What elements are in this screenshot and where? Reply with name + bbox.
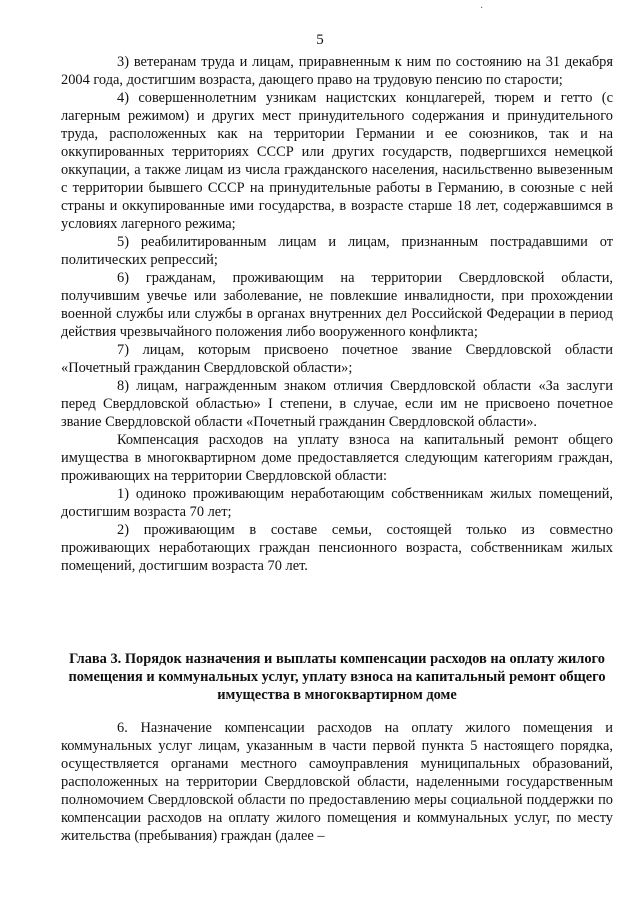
- paragraph-item-5: 5) реабилитированным лицам и лицам, признанным пострадавшими от политических репрессий;: [61, 234, 613, 268]
- paragraph-item-8: 8) лицам, награжденным знаком отличия Свердловской области «За заслуги перед Свердловской областью» I степени, в случае, если им не присвоено почетное звание Свердловской области «Почетный гражданин Свердловской области».: [61, 378, 613, 430]
- paragraph-item-6: 6) гражданам, проживающим на территории Свердловской области, получившим увечье или заболевание, не повлекшие инвалидности, при прохождении военной службы или службы в органах внутренних дел Российской Федерации в период действия чрезвычайного положения либо вооруженного конфликта;: [61, 270, 613, 340]
- paragraph-item-3: 3) ветеранам труда и лицам, приравненным к ним по состоянию на 31 декабря 2004 года, достигшим возраста, дающего право на трудовую пенсию по старости;: [61, 54, 613, 88]
- paragraph-item-7: 7) лицам, которым присвоено почетное звание Свердловской области «Почетный гражданин Свердловской области»;: [61, 342, 613, 376]
- paragraph-item-4: 4) совершеннолетним узникам нацистских концлагерей, тюрем и гетто (с лагерным режимом) и других мест принудительного содержания и принудительного труда, расположенных как на территории Германии и ее союзников, так и на оккупированных территориях СССР или других государств, подвергшихся немецкой оккупации, а также лицам из числа гражданского населения, насильственно вывезенным с территории бывшего СССР на принудительные работы в Германию, в союзные с ней страны и оккупированные ими государства, в возрасте старше 18 лет, содержавшимся в условиях лагерного режима;: [61, 90, 613, 232]
- paragraph-point-6: 6. Назначение компенсации расходов на оплату жилого помещения и коммунальных услуг лицам, указанным в части первой пункта 5 настоящего порядка, осуществляется органами местного самоуправления муниципальных образований, расположенных на территории Свердловской области, наделенными государственным полномочием Свердловской области по предоставлению меры социальной поддержки по компенсации расходов на оплату жилого помещения и коммунальных услуг, по месту жительства (пребывания) граждан (далее –: [61, 720, 613, 844]
- scan-mark: ·: [480, 3, 484, 14]
- paragraph-sub-item-2: 2) проживающим в составе семьи, состоящей только из совместно проживающих неработающих граждан пенсионного возраста, собственникам жилых помещений, достигшим возраста 70 лет.: [61, 522, 613, 574]
- paragraph-sub-item-1: 1) одиноко проживающим неработающим собственникам жилых помещений, достигшим возраста 70 лет;: [61, 486, 613, 520]
- paragraph-capital-repair: Компенсация расходов на уплату взноса на капитальный ремонт общего имущества в многоквартирном доме предоставляется следующим категориям граждан, проживающих на территории Свердловской области:: [61, 432, 613, 484]
- body-text: [61, 53, 613, 575]
- page-number: 5: [316, 32, 324, 48]
- chapter-heading: Глава 3. Порядок назначения и выплаты компенсации расходов на оплату жилого помещения и коммунальных услуг, уплату взноса на капитальный ремонт общего имущества в многоквартирном доме: [68, 651, 606, 703]
- body-text-continued: [61, 719, 613, 845]
